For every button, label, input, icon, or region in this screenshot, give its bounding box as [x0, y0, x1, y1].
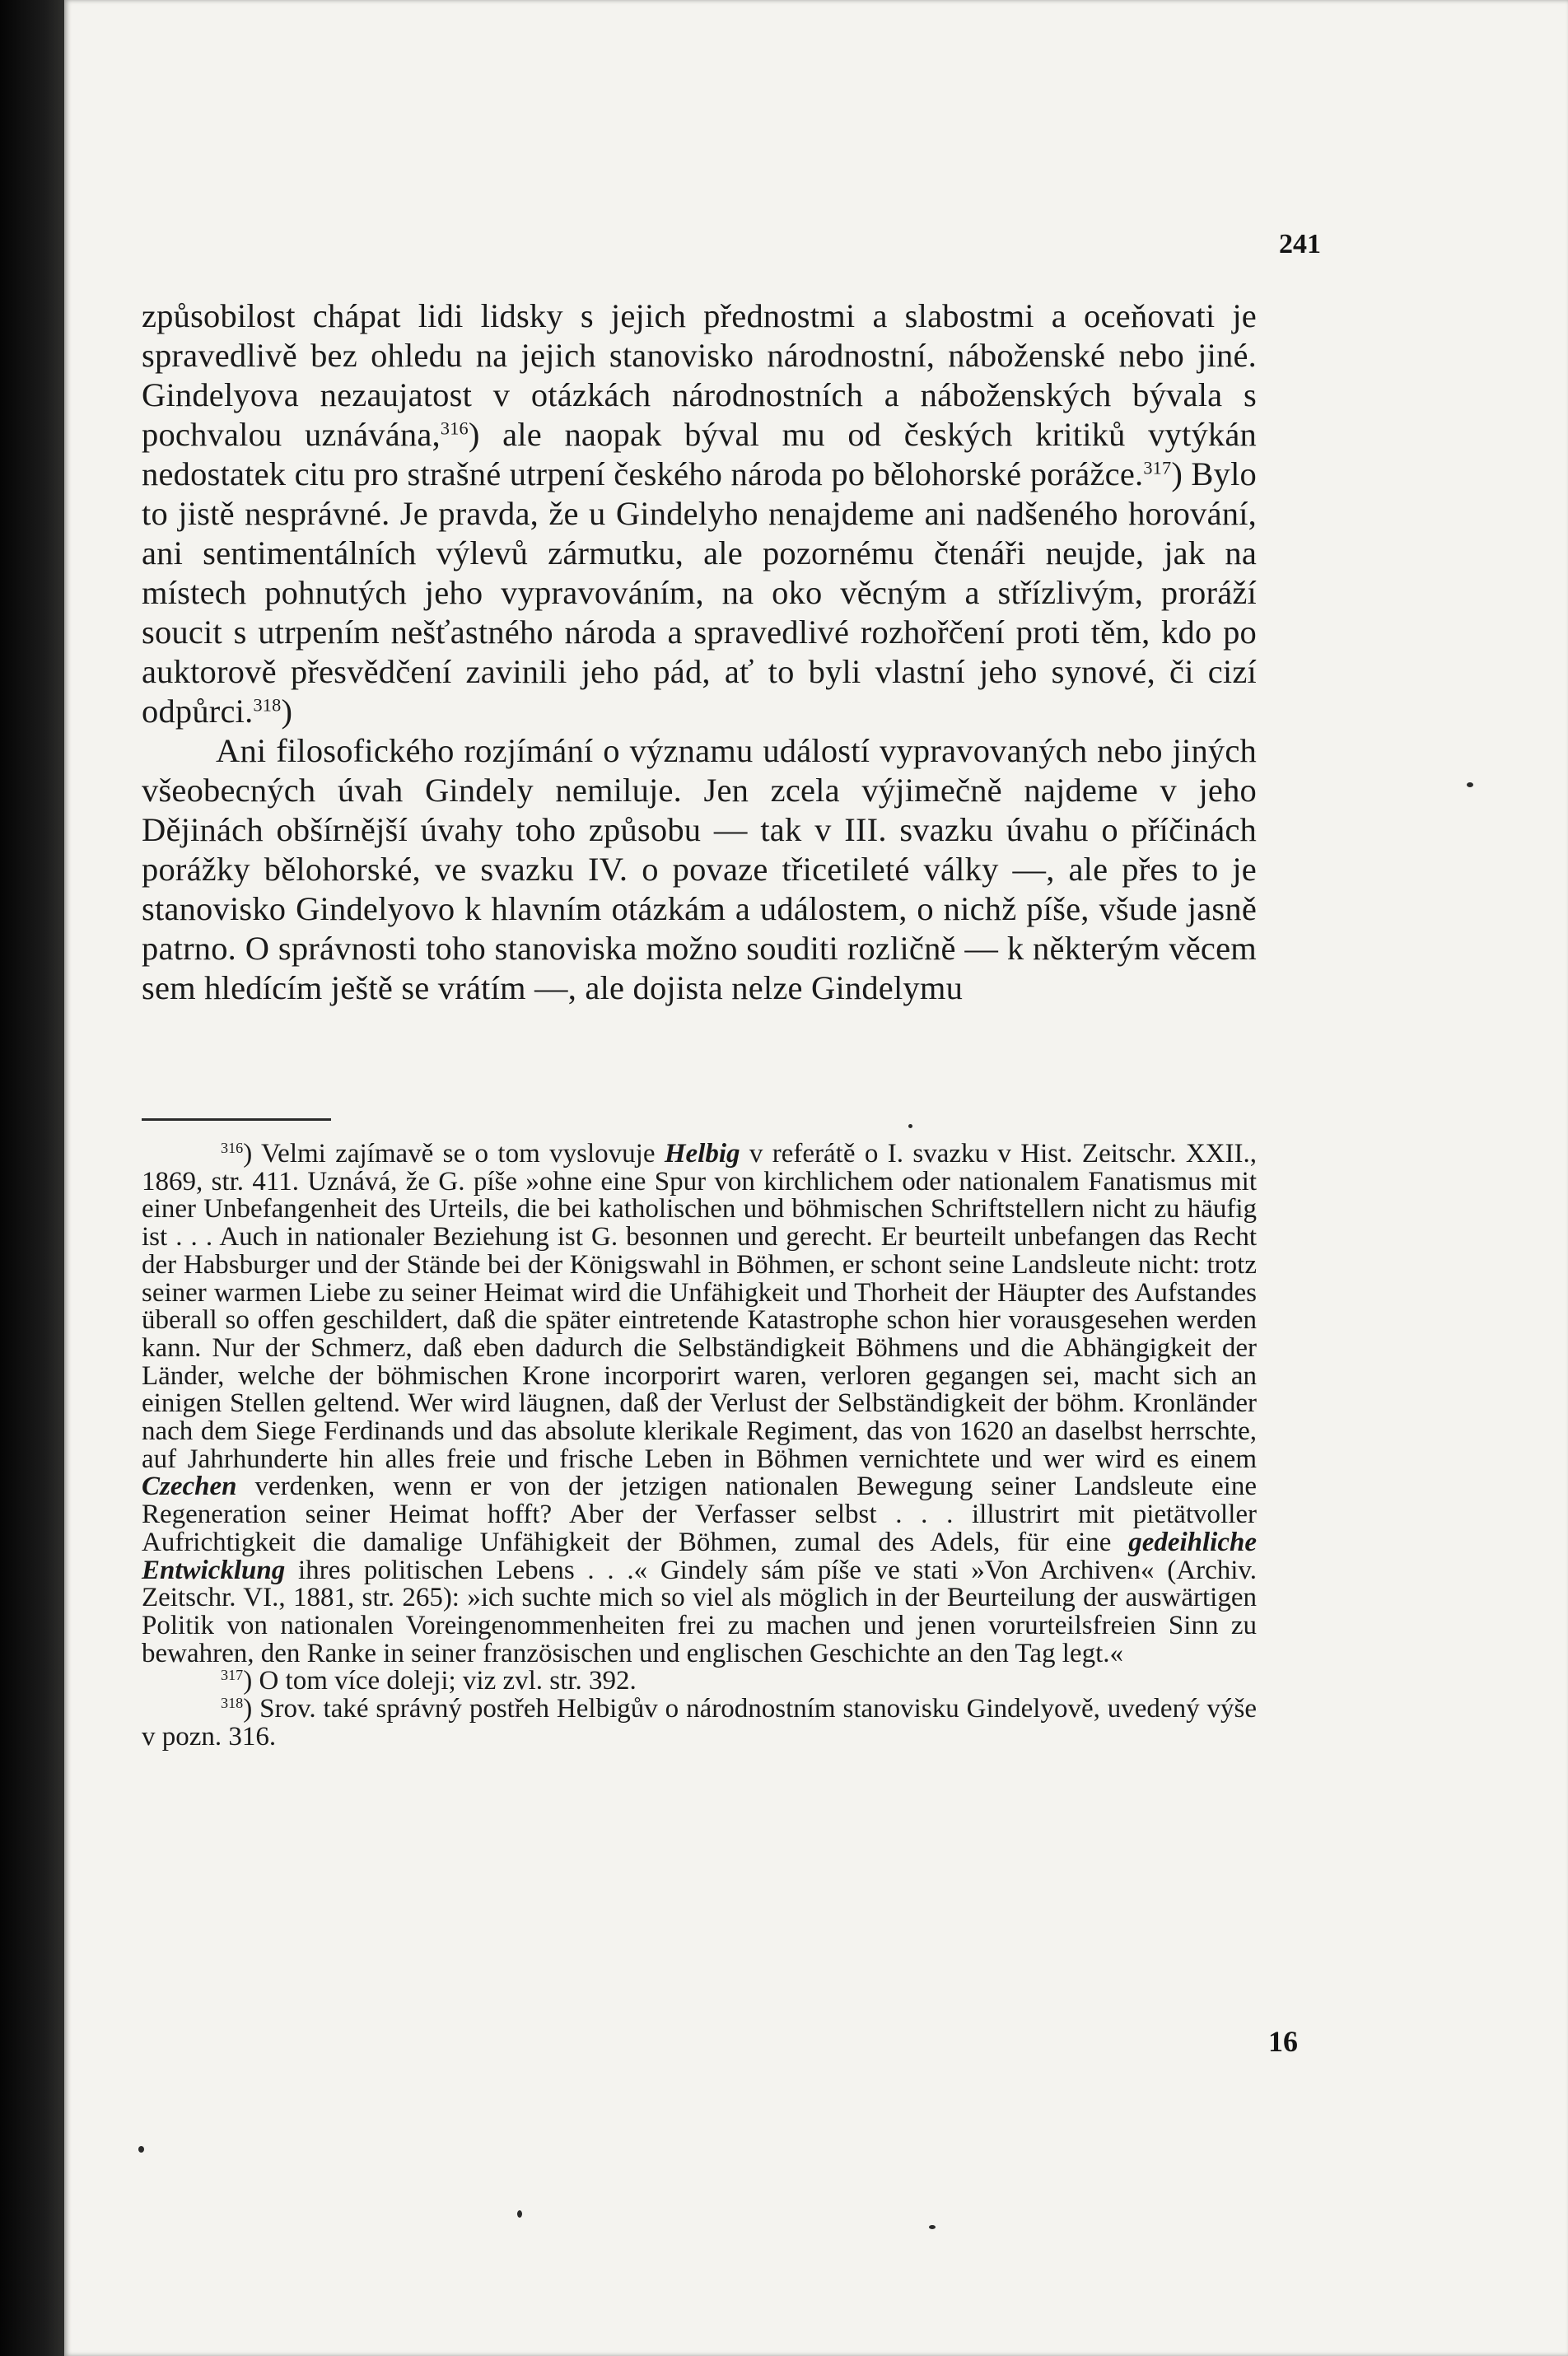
- footnote-ref-318[interactable]: 318: [253, 694, 282, 716]
- dust-speck: [517, 2210, 522, 2218]
- footnotes: [142, 1141, 1257, 1751]
- footnote-318: $^{318}$) Srov. také správný postřeh Helbigův o národnostním stanovisku Gindelyově, uvedený výše v pozn. 316.: [142, 1694, 1257, 1752]
- signature-mark: 16: [1268, 2025, 1298, 2058]
- dust-speck: [138, 2146, 144, 2153]
- dust-speck: [908, 1124, 912, 1128]
- dust-speck: [929, 2225, 936, 2229]
- footnote-ref-316[interactable]: 316: [440, 418, 469, 439]
- dust-speck: [1467, 782, 1473, 787]
- paragraph-1: způsobilost chápat lidi lidsky s jejich přednostmi a slabostmi a oceňovati je spravedlivě bez ohledu na jejich stanovisko národnostní, náboženské nebo jiné. Gindelyova nezaujatost v otázkách národnostních a náboženských bývala s pochvalou uznávána,$^{316}$) ale naopak býval mu od českých kritiků vytýkán nedostatek citu pro strašné utrpení českého národa po bělohorské porážce.$^{317}$) Bylo to jistě nesprávné. Je pravda, že u Gindelyho nenajdeme ani nadšeného horování, ani sentimentálních výlevů zármutku, ale pozornému čtenáři neujde, jak na místech pohnutých jeho vypravováním, na oko věcným a střízlivým, proráží soucit s utrpením nešťastného národa a spravedlivé rozhořčení proti těm, kdo po auktorově přesvědčení zavinili jeho pád, ať to byli vlastní jeho synové, či cizí odpůrci.$^{318}$): [142, 297, 1257, 730]
- footnote-ref-317[interactable]: 317: [1143, 457, 1172, 478]
- page-number: 241: [1279, 229, 1321, 259]
- book-spine-shadow: [0, 0, 64, 2356]
- footnote-317: $^{317}$) O tom více doleji; viz zvl. str. 392.: [221, 1666, 637, 1696]
- footnote-316: $^{316}$) Velmi zajímavě se o tom vyslovuje Helbig v referátě o I. svazku v Hist. Zeitschr. XXII., 1869, str. 411. Uznává, že G. píše »ohne eine Spur von kirchlichem oder nationalem Fanatismus mit einer Unbefangenheit des Urteils, die bei katholischen und böhmischen Schriftstellern nicht zu häufig ist . . . Auch in nationaler Beziehung ist G. besonnen und gerecht. Er beurteilt unbefangen das Recht der Habsburger und der Stände bei der Königswahl in Böhmen, er schont seine Landsleute nicht: trotz seiner warmen Liebe zu seiner Heimat wird die Unfähigkeit und Thorheit der Häupter des Aufstandes überall so offen geschildert, daß die später eintretende Katastrophe schon hier vorausgesehen werden kann. Nur der Schmerz, daß eben dadurch die Selbständigkeit Böhmens und die Abhängigkeit der Länder, welche der böhmischen Krone incorporirt waren, verloren gegangen sei, macht sich an einigen Stellen geltend. Wer wird läugnen, daß der Verlust der Selbständigkeit der böhm. Kronländer nach dem Siege Ferdinands und das absolute klerikale Regiment, das von 1620 an daselbst herrschte, auf Jahrhunderte hin alles freie und frische Leben in Böhmen vernichtete und wer wird es einem Czechen verdenken, wenn er von der jetzigen nationalen Bewegung seiner Landsleute eine Regeneration seiner Heimat hofft? Aber der Verfasser selbst . . . illustrirt mit pietätvoller Aufrichtigkeit die damalige Unfähigkeit der Böhmen, zumal des Adels, für eine gedeihliche Entwicklung ihres politischen Lebens . . .« Gindely sám píše ve stati »Von Archiven« (Archiv. Zeitschr. VI., 1881, str. 265): »ich suchte mich so viel als möglich in der Beurteilung der auswärtigen Politik von nationalen Voreingenommenheiten frei zu machen und jenen vorurteilsfreien Sinn zu bewahren, den Ranke in seiner französischen und englischen Geschichte an den Tag legt.«: [142, 1139, 1257, 1668]
- paragraph-2: Ani filosofického rozjímání o významu událostí vypravovaných nebo jiných všeobecných úvah Gindely nemiluje. Jen zcela výjimečně najdeme v jeho Dějinách obšírnější úvahy toho způsobu — tak v III. svazku úvahu o příčinách porážky bělohorské, ve svazku IV. o povaze třicetileté války —, ale přes to je stanovisko Gindelyovo k hlavním otázkám a událostem, o nichž píše, všude jasně patrno. O správnosti toho stanoviska možno souditi rozličně — k některým věcem sem hledícím ještě se vrátím —, ale dojista nelze Gindelymu: [142, 732, 1257, 1006]
- main-text: [142, 296, 1257, 1008]
- footnote-separator: [142, 1118, 331, 1121]
